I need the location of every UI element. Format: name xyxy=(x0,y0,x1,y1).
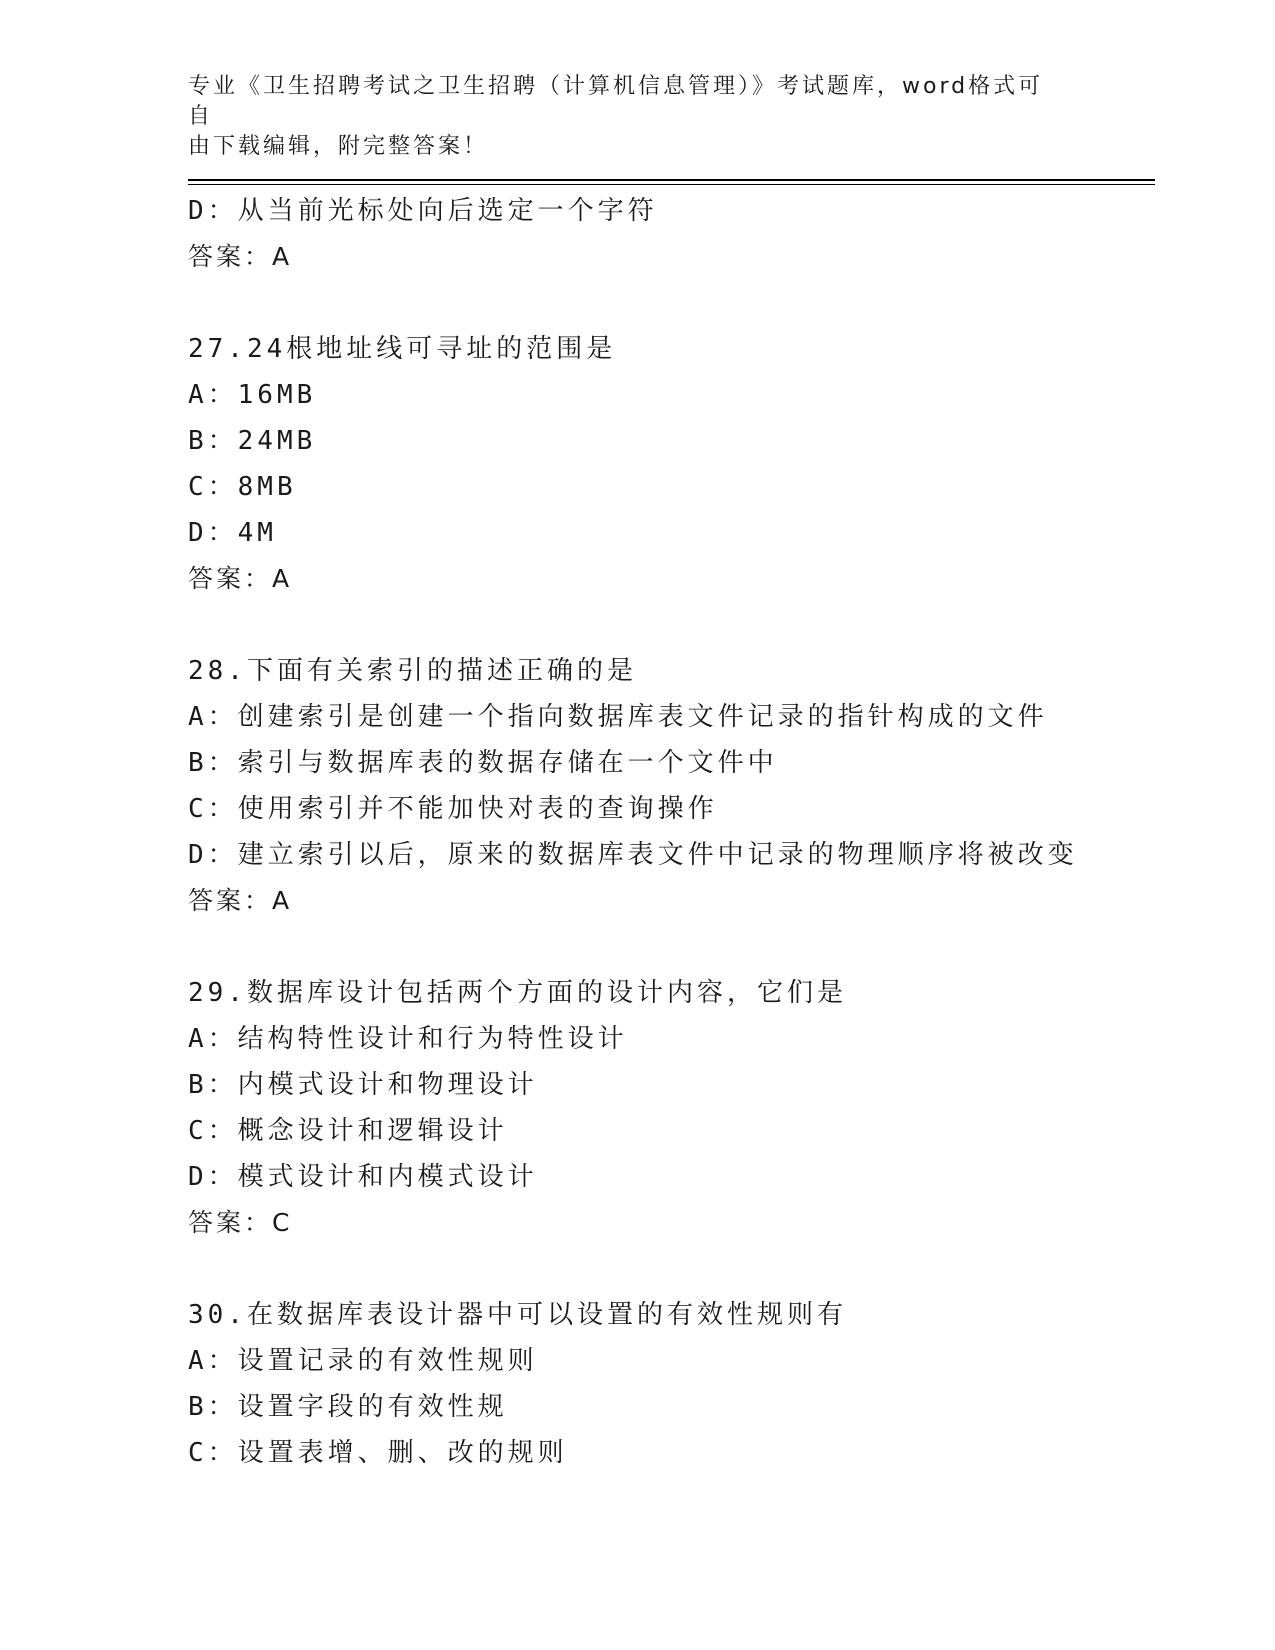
answer: 答案：A xyxy=(188,564,293,593)
answer: 答案：A xyxy=(188,242,293,271)
option-d: D：模式设计和内模式设计 xyxy=(188,1162,538,1192)
header-divider-thick xyxy=(188,179,1155,181)
option-d: D：建立索引以后，原来的数据库表文件中记录的物理顺序将被改变 xyxy=(188,840,1078,870)
option-d: D：从当前光标处向后选定一个字符 xyxy=(188,196,658,226)
option-c: C：8MB xyxy=(188,472,297,502)
option-b: B：设置字段的有效性规 xyxy=(188,1392,508,1422)
option-c: C：使用索引并不能加快对表的查询操作 xyxy=(188,794,718,824)
answer: 答案：A xyxy=(188,886,293,915)
question-stem: 29.数据库设计包括两个方面的设计内容，它们是 xyxy=(188,978,847,1008)
header-divider-thin xyxy=(188,184,1155,185)
option-c: C：设置表增、删、改的规则 xyxy=(188,1438,568,1468)
option-c: C：概念设计和逻辑设计 xyxy=(188,1116,508,1146)
question-30 xyxy=(188,1292,1148,1476)
option-a: A：结构特性设计和行为特性设计 xyxy=(188,1024,628,1054)
question-stem: 27.24根地址线可寻址的范围是 xyxy=(188,334,617,364)
question-stem: 30.在数据库表设计器中可以设置的有效性规则有 xyxy=(188,1300,847,1330)
previous-question-tail xyxy=(188,188,1148,280)
question-29 xyxy=(188,970,1148,1246)
question-27 xyxy=(188,326,1148,602)
option-a: A：创建索引是创建一个指向数据库表文件记录的指针构成的文件 xyxy=(188,702,1048,732)
header-line-2: 由下载编辑，附完整答案！ xyxy=(188,134,489,159)
option-a: A：设置记录的有效性规则 xyxy=(188,1346,538,1376)
header-line-1: 专业《卫生招聘考试之卫生招聘（计算机信息管理）》考试题库，word格式可自 xyxy=(188,74,1044,129)
answer: 答案：C xyxy=(188,1208,293,1237)
question-list xyxy=(188,188,1148,1476)
option-b: B：24MB xyxy=(188,426,317,456)
question-28 xyxy=(188,648,1148,924)
option-b: B：内模式设计和物理设计 xyxy=(188,1070,538,1100)
document-header xyxy=(188,72,1068,162)
option-d: D：4M xyxy=(188,518,277,548)
option-b: B：索引与数据库表的数据存储在一个文件中 xyxy=(188,748,778,778)
option-a: A：16MB xyxy=(188,380,317,410)
question-stem: 28.下面有关索引的描述正确的是 xyxy=(188,656,637,686)
